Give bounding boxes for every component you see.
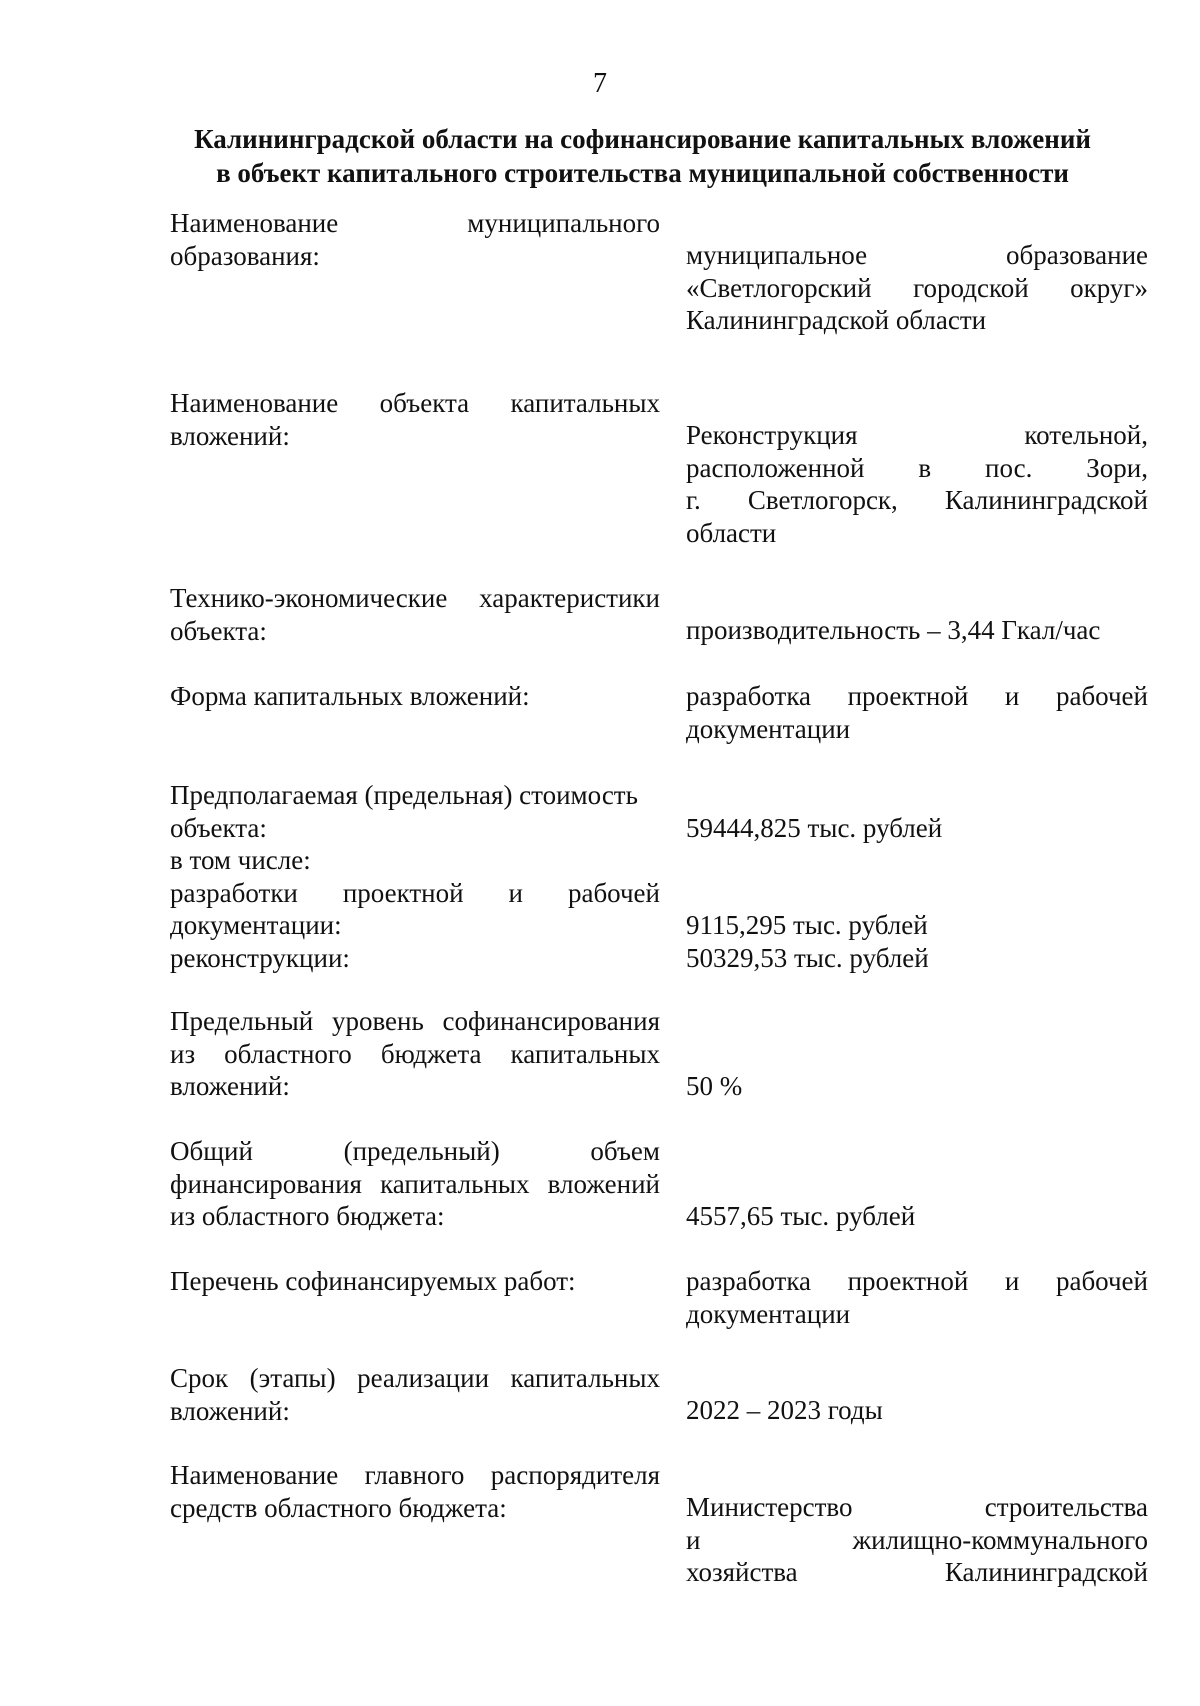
value-line: разработка проектной и рабочей (686, 1266, 1148, 1296)
label-line: Наименование объекта капитальных (170, 388, 660, 418)
value-line: области (686, 517, 777, 548)
document-heading (150, 122, 1135, 190)
value-line: хозяйства Калининградской (686, 1557, 1148, 1587)
value-line: 50 % (686, 1071, 743, 1101)
page-number: 7 (593, 68, 607, 99)
label-line: вложений: (170, 1071, 290, 1101)
label-line: из областного бюджета: (170, 1201, 445, 1231)
field-value (686, 614, 1148, 647)
field-label (170, 207, 660, 272)
value-line: 9115,295 тыс. рублей (686, 910, 928, 940)
value-line: производительность – 3,44 Гкал/час (686, 615, 1101, 645)
value-line: Калининградской области (686, 305, 987, 335)
label-line: Наименование главного распорядителя (170, 1460, 660, 1490)
cost-reconstruction-value (686, 942, 1148, 975)
field-label (170, 387, 660, 452)
label-line: Общий (предельный) объем (170, 1136, 660, 1166)
label-line: разработки проектной и рабочей (170, 877, 660, 908)
value-line: и жилищно-коммунального (686, 1524, 1148, 1555)
value-line: г. Светлогорск, Калининградской (686, 485, 1148, 515)
label-line: объекта: (170, 812, 267, 843)
field-label (170, 1362, 660, 1427)
field-value (686, 1070, 1148, 1103)
label-line: Срок (этапы) реализации капитальных (170, 1363, 660, 1393)
field-value (686, 1265, 1148, 1330)
label-line: вложений: (170, 420, 290, 451)
value-line: 4557,65 тыс. рублей (686, 1201, 916, 1231)
label-line: Предельный уровень софинансирования (170, 1006, 660, 1036)
field-value (686, 680, 1148, 745)
label-line: документации: (170, 910, 342, 940)
field-label (170, 1459, 660, 1524)
label-line: реконструкции: (170, 942, 350, 973)
field-value (686, 1491, 1148, 1589)
label-line: в том числе: (170, 845, 311, 875)
heading-line-2: в объект капитального строительства муниципальной собственности (216, 158, 1069, 188)
label-line: финансирования капитальных вложений (170, 1168, 660, 1199)
value-line: 2022 – 2023 годы (686, 1395, 883, 1425)
value-line: Реконструкция котельной, (686, 420, 1148, 450)
value-line: муниципальное образование (686, 240, 1148, 270)
field-value (686, 239, 1148, 337)
label-line: Перечень софинансируемых работ: (170, 1266, 576, 1296)
value-line: расположенной в пос. Зори, (686, 452, 1148, 483)
label-line: Форма капитальных вложений: (170, 681, 530, 711)
label-line: Наименование муниципального (170, 208, 660, 238)
label-line: вложений: (170, 1395, 290, 1426)
field-label (170, 779, 660, 974)
label-line: средств областного бюджета: (170, 1492, 507, 1523)
label-line: из областного бюджета капитальных (170, 1038, 660, 1069)
field-label (170, 582, 660, 647)
value-line: Министерство строительства (686, 1492, 1148, 1522)
field-value (686, 1200, 1148, 1233)
field-label (170, 1265, 660, 1298)
cost-design-value (686, 909, 1148, 942)
cost-total-value (686, 812, 1148, 845)
label-line: объекта: (170, 615, 267, 646)
label-line: образования: (170, 240, 320, 271)
value-line: 50329,53 тыс. рублей (686, 942, 929, 973)
value-line: 59444,825 тыс. рублей (686, 812, 943, 843)
value-line: документации (686, 1298, 851, 1329)
label-line: Предполагаемая (предельная) стоимость (170, 780, 638, 810)
field-label (170, 1005, 660, 1103)
value-line: разработка проектной и рабочей (686, 681, 1148, 711)
field-label (170, 680, 660, 713)
label-line: Технико-экономические характеристики (170, 583, 660, 613)
field-value (686, 1394, 1148, 1427)
value-line: документации (686, 713, 851, 744)
heading-line-1: Калининградской области на софинансирование капитальных вложений (194, 124, 1091, 154)
field-label (170, 1135, 660, 1233)
value-line: «Светлогорский городской округ» (686, 272, 1148, 303)
field-value (686, 419, 1148, 549)
